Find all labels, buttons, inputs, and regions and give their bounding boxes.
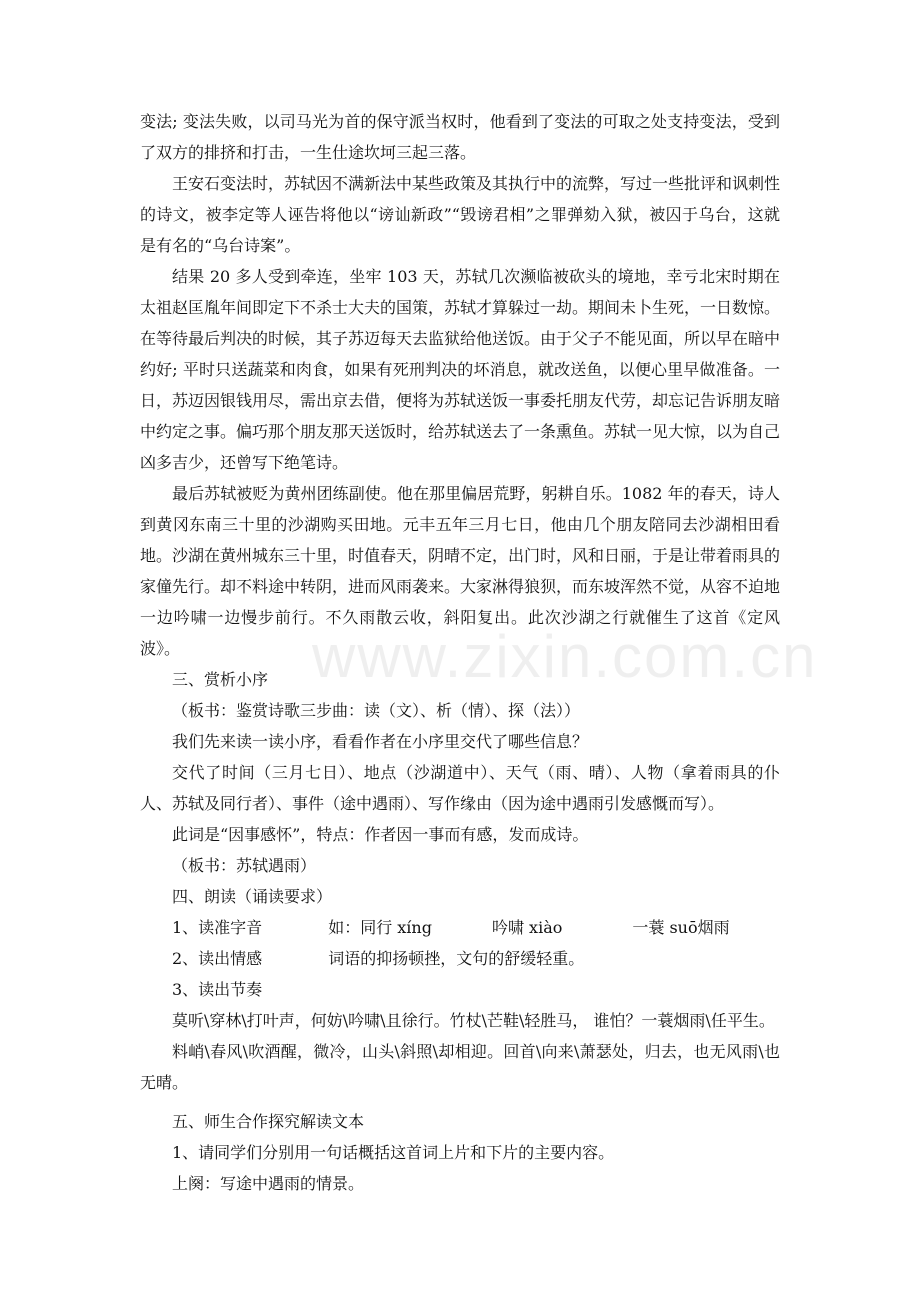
- paragraph-read-preface: 我们先来读一读小序，看看作者在小序里交代了哪些信息？: [172, 732, 589, 751]
- blackboard-note-steps: （板书：鉴赏诗歌三步曲：读（文）、析（情）、探（法））: [172, 701, 581, 720]
- reading-point-label: 1、读准字音: [172, 918, 263, 937]
- reading-point-rhythm: 3、读出节奏: [172, 980, 263, 999]
- answer-upper-stanza: 上阕：写途中遇雨的情景。: [172, 1174, 365, 1193]
- poem-line-1: 莫听\穿林\打叶声，何妨\吟啸\且徐行。竹杖\芒鞋\轻胜马， 谁怕？一蓑烟雨\任平生。: [172, 1011, 775, 1030]
- paragraph-preface-info: 交代了时间（三月七日）、地点（沙湖道中）、天气（雨、晴）、人物（拿着雨具的仆人、苏轼及同行者）、事件（途中遇雨）、写作缘由（因为途中遇雨引发感慨而写）。: [140, 763, 780, 813]
- poem-line-2: 料峭\春风\吹酒醒，微冷，山头\斜照\却相迎。回首\向来\萧瑟处，归去，也无风雨\也无晴。: [140, 1042, 780, 1092]
- section-heading-preface: 三、赏析小序: [172, 670, 269, 689]
- watermark: www.zixin.com.cn: [312, 623, 818, 690]
- reading-point-label: 2、读出情感: [172, 949, 263, 968]
- document-body: [140, 106, 780, 1199]
- reading-point-pronunciation: [140, 912, 780, 943]
- blackboard-note-rain: （板书：苏轼遇雨）: [172, 856, 317, 875]
- section-heading-reading: 四、朗读（诵读要求）: [172, 887, 333, 906]
- reading-point-text: 词语的抑扬顿挫，文句的舒缓轻重。: [328, 949, 585, 968]
- pronunciation-suo: 一蓑 suō烟雨: [632, 918, 730, 937]
- paragraph-reform: 变法; 变法失败，以司马光为首的保守派当权时，他看到了变法的可取之处支持变法，受到了双方的排挤和打击，一生仕途坎坷三起三落。: [140, 112, 780, 162]
- paragraph-huangzhou: 最后苏轼被贬为黄州团练副使。他在那里偏居荒野，躬耕自乐。1082 年的春天，诗人到黄冈东南三十里的沙湖购买田地。元丰五年三月七日，他由几个朋友陪同去沙湖相田看地。沙湖在黄州城东三十里，时值春天，阴晴不定，出门时，风和日丽，于是让带着雨具的家僮先行。却不料途中转阴，进而风雨袭来。大家淋得狼狈，而东坡浑然不觉，从容不迫地一边吟啸一边慢步前行。不久雨散云收，斜阳复出。此次沙湖之行就催生了这首《定风波》。: [140, 484, 781, 658]
- paragraph-feeling: 此词是“因事感怀”，特点：作者因一事而有感，发而成诗。: [172, 825, 589, 844]
- paragraph-prison: 结果 20 多人受到牵连，坐牢 103 天，苏轼几次濒临被砍头的境地，幸亏北宋时期在太祖赵匡胤年间即定下不杀士大夫的国策，苏轼才算躲过一劫。期间未卜生死，一日数惊。在等待最后判决的时候，其子苏迈每天去监狱给他送饭。由于父子不能见面，所以早在暗中约好; 平时只送蔬菜和肉食，如果有死刑判决的坏消息，就改送鱼，以便心里早做准备。一日，苏迈因银钱用尽，需出京去借，便将为苏轼送饭一事委托朋友代劳，却忘记告诉朋友暗中约定之事。偏巧那个朋友那天送饭时，给苏轼送去了一条熏鱼。苏轼一见大惊，以为自己凶多吉少，还曾写下绝笔诗。: [140, 267, 781, 472]
- pronunciation-xing: 如：同行 xíng: [328, 918, 432, 937]
- paragraph-wutai-case: 王安石变法时，苏轼因不满新法中某些政策及其执行中的流弊，写过一些批评和讽刺性的诗文，被李定等人诬告将他以“谤讪新政”“毁谤君相”之罪弹劾入狱，被囚于乌台，这就是有名的“乌台诗案”。: [140, 174, 781, 255]
- section-heading-explore: 五、师生合作探究解读文本: [172, 1112, 365, 1131]
- question-summary: 1、请同学们分别用一句话概括这首词上片和下片的主要内容。: [172, 1143, 615, 1162]
- reading-point-emotion: [140, 943, 780, 974]
- pronunciation-xiao: 吟啸 xiào: [491, 918, 563, 937]
